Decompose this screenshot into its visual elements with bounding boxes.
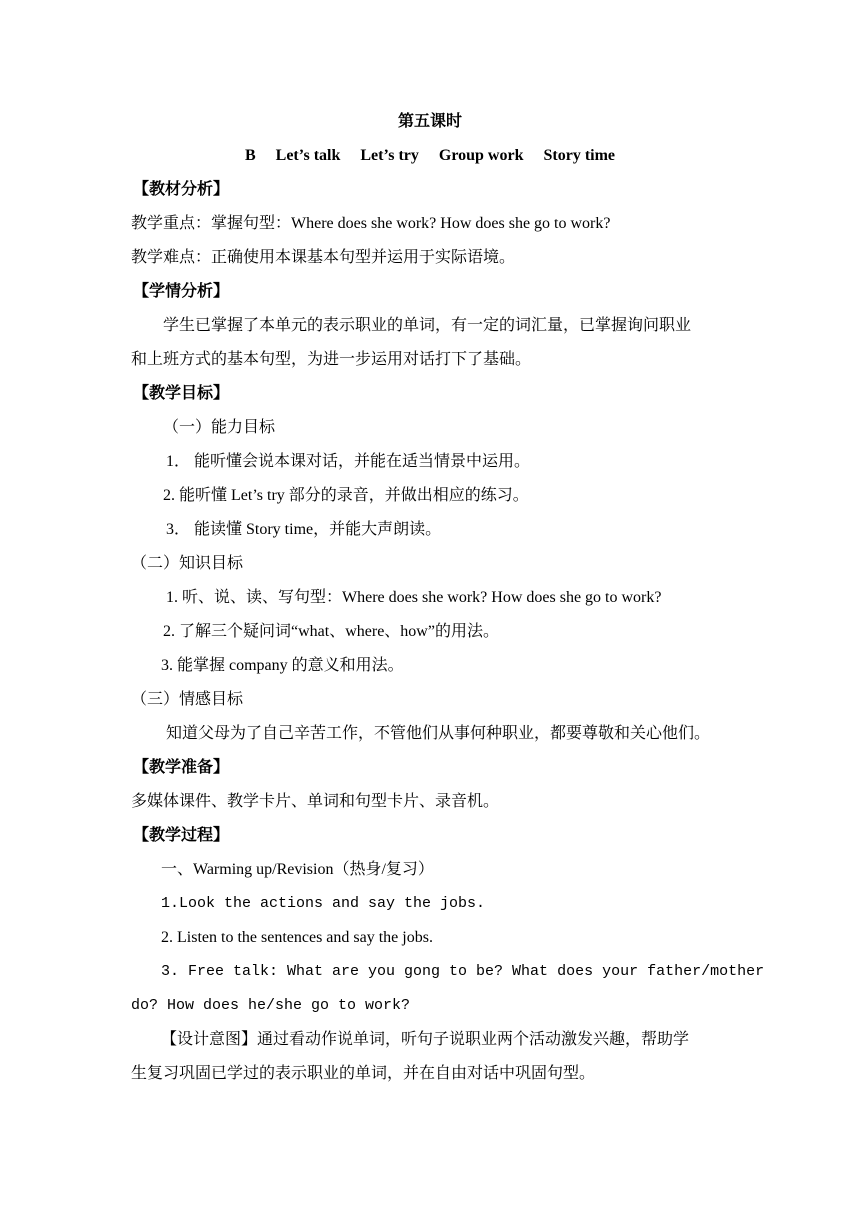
warmup-item-3-line-2: do? How does he/she go to work? (131, 997, 411, 1014)
warmup-heading: 一、Warming up/Revision（热身/复习） (161, 861, 434, 878)
warmup-item-3-line-1: 3. Free talk: What are you gong to be? What does your father/mother (161, 963, 765, 980)
subtitle-part-lets-try: Let’s try (360, 147, 419, 164)
knowledge-item-3: 3. 能掌握 company 的意义和用法。 (161, 657, 404, 674)
emotion-text: 知道父母为了自己辛苦工作，不管他们从事何种职业，都要尊敬和关心他们。 (166, 725, 711, 742)
lesson-subtitle (0, 146, 860, 166)
knowledge-heading: （二）知识目标 (131, 555, 244, 572)
learner-line-2: 和上班方式的基本句型，为进一步运用对话打下了基础。 (131, 351, 532, 368)
ability-item-2: 2. 能听懂 Let’s try 部分的录音，并做出相应的练习。 (163, 487, 529, 504)
subtitle-part-group-work: Group work (438, 147, 524, 164)
prep-heading: 【教学准备】 (133, 759, 230, 776)
design-intent-line-1: 【设计意图】通过看动作说单词，听句子说职业两个活动激发兴趣，帮助学 (161, 1031, 690, 1048)
subtitle-part-lets-talk: Let’s talk (275, 147, 341, 164)
knowledge-item-1: 1. 听、说、读、写句型：Where does she work? How does she go to work? (166, 589, 662, 606)
goals-heading: 【教学目标】 (133, 385, 230, 402)
warmup-item-1: 1.Look the actions and say the jobs. (161, 895, 486, 912)
materials-heading: 【教材分析】 (133, 181, 230, 198)
key-point: 教学重点：掌握句型：Where does she work? How does she go to work? (131, 215, 611, 232)
ability-heading: （一）能力目标 (163, 419, 276, 436)
subtitle-part-b: B (244, 147, 256, 164)
knowledge-item-2: 2. 了解三个疑问词“what、where、how”的用法。 (163, 623, 499, 640)
learner-heading: 【学情分析】 (133, 283, 230, 300)
ability-item-1: 1． 能听懂会说本课对话，并能在适当情景中运用。 (166, 453, 531, 470)
ability-item-3: 3． 能读懂 Story time，并能大声朗读。 (166, 521, 442, 538)
lesson-title: 第五课时 (397, 113, 462, 130)
prep-text: 多媒体课件、教学卡片、单词和句型卡片、录音机。 (131, 793, 500, 810)
design-intent-line-2: 生复习巩固已学过的表示职业的单词，并在自由对话中巩固句型。 (131, 1065, 596, 1082)
warmup-item-2: 2. Listen to the sentences and say the jobs. (161, 929, 433, 946)
emotion-heading: （三）情感目标 (131, 691, 244, 708)
process-heading: 【教学过程】 (133, 827, 230, 844)
subtitle-part-story-time: Story time (543, 147, 616, 164)
difficulty: 教学难点：正确使用本课基本句型并运用于实际语境。 (131, 249, 516, 266)
learner-line-1: 学生已掌握了本单元的表示职业的单词，有一定的词汇量，已掌握询问职业 (163, 317, 692, 334)
